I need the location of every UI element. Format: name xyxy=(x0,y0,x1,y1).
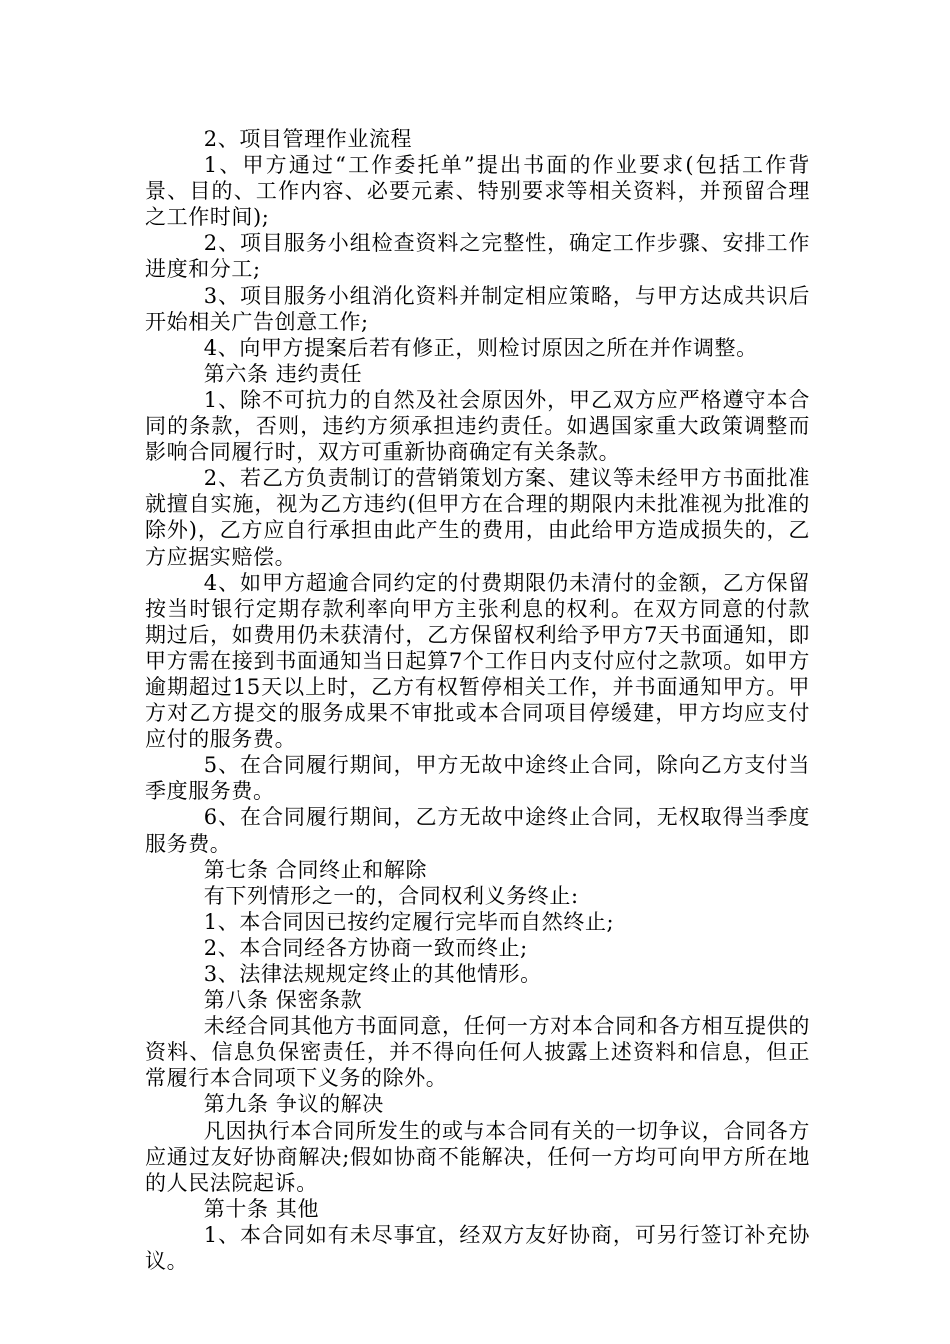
article-heading: 第六条 违约责任 xyxy=(203,361,363,386)
paragraph: 4、向甲方提案后若有修正，则检讨原因之所在并作调整。 xyxy=(203,335,758,360)
document-page xyxy=(145,126,810,1274)
article-heading: 第八条 保密条款 xyxy=(203,988,363,1013)
paragraph: 6、在合同履行期间，乙方无故中途终止合同，无权取得当季度服务费。 xyxy=(145,805,810,856)
article-heading: 第九条 争议的解决 xyxy=(203,1092,384,1117)
paragraph: 1、本合同如有未尽事宜，经双方友好协商，可另行签订补充协议。 xyxy=(145,1222,810,1274)
paragraph: 凡因执行本合同所发生的或与本合同有关的一切争议，合同各方应通过友好协商解决;假如协商不能解决，任何一方均可向甲方所在地的人民法院起诉。 xyxy=(145,1118,810,1195)
article-heading: 第十条 其他 xyxy=(203,1196,320,1221)
section-heading: 2、项目管理作业流程 xyxy=(203,127,413,151)
paragraph: 2、本合同经各方协商一致而终止; xyxy=(203,935,528,960)
paragraph: 3、法律法规规定终止的其他情形。 xyxy=(203,962,542,986)
paragraph: 1、甲方通过“工作委托单”提出书面的作业要求(包括工作背景、目的、工作内容、必要元素、特别要求等相关资料，并预留合理之工作时间); xyxy=(145,153,810,230)
paragraph: 4、如甲方超逾合同约定的付费期限仍未清付的金额，乙方保留按当时银行定期存款利率向甲方主张利息的权利。在双方同意的付款期过后，如费用仍未获清付，乙方保留权利给予甲方7天书面通知，即甲方需在接到书面通知当日起算7个工作日内支付应付之款项。如甲方逾期超过15天以上时，乙方有权暂停相关工作，并书面通知甲方。甲方对乙方提交的服务成果不审批或本合同项目停缓建，甲方均应支付应付的服务费。 xyxy=(145,570,810,752)
paragraph: 有下列情形之一的，合同权利义务终止: xyxy=(203,883,579,908)
paragraph: 2、项目服务小组检查资料之完整性，确定工作步骤、安排工作进度和分工; xyxy=(145,231,810,282)
paragraph: 1、除不可抗力的自然及社会原因外，甲乙双方应严格遵守本合同的条款，否则，违约方须承担违约责任。如遇国家重大政策调整而影响合同履行时，双方可重新协商确定有关条款。 xyxy=(145,387,810,465)
article-heading: 第七条 合同终止和解除 xyxy=(203,857,428,882)
paragraph: 3、项目服务小组消化资料并制定相应策略，与甲方达成共识后开始相关广告创意工作; xyxy=(145,283,810,334)
paragraph: 1、本合同因已按约定履行完毕而自然终止; xyxy=(203,909,615,934)
paragraph: 5、在合同履行期间，甲方无故中途终止合同，除向乙方支付当季度服务费。 xyxy=(145,753,810,804)
paragraph: 未经合同其他方书面同意，任何一方对本合同和各方相互提供的资料、信息负保密责任，并不得向任何人披露上述资料和信息，但正常履行本合同项下义务的除外。 xyxy=(145,1014,810,1091)
paragraph: 2、若乙方负责制订的营销策划方案、建议等未经甲方书面批准就擅自实施，视为乙方违约(但甲方在合理的期限内未批准视为批准的除外)，乙方应自行承担由此产生的费用，由此给甲方造成损失的，乙方应据实赔偿。 xyxy=(145,466,810,569)
